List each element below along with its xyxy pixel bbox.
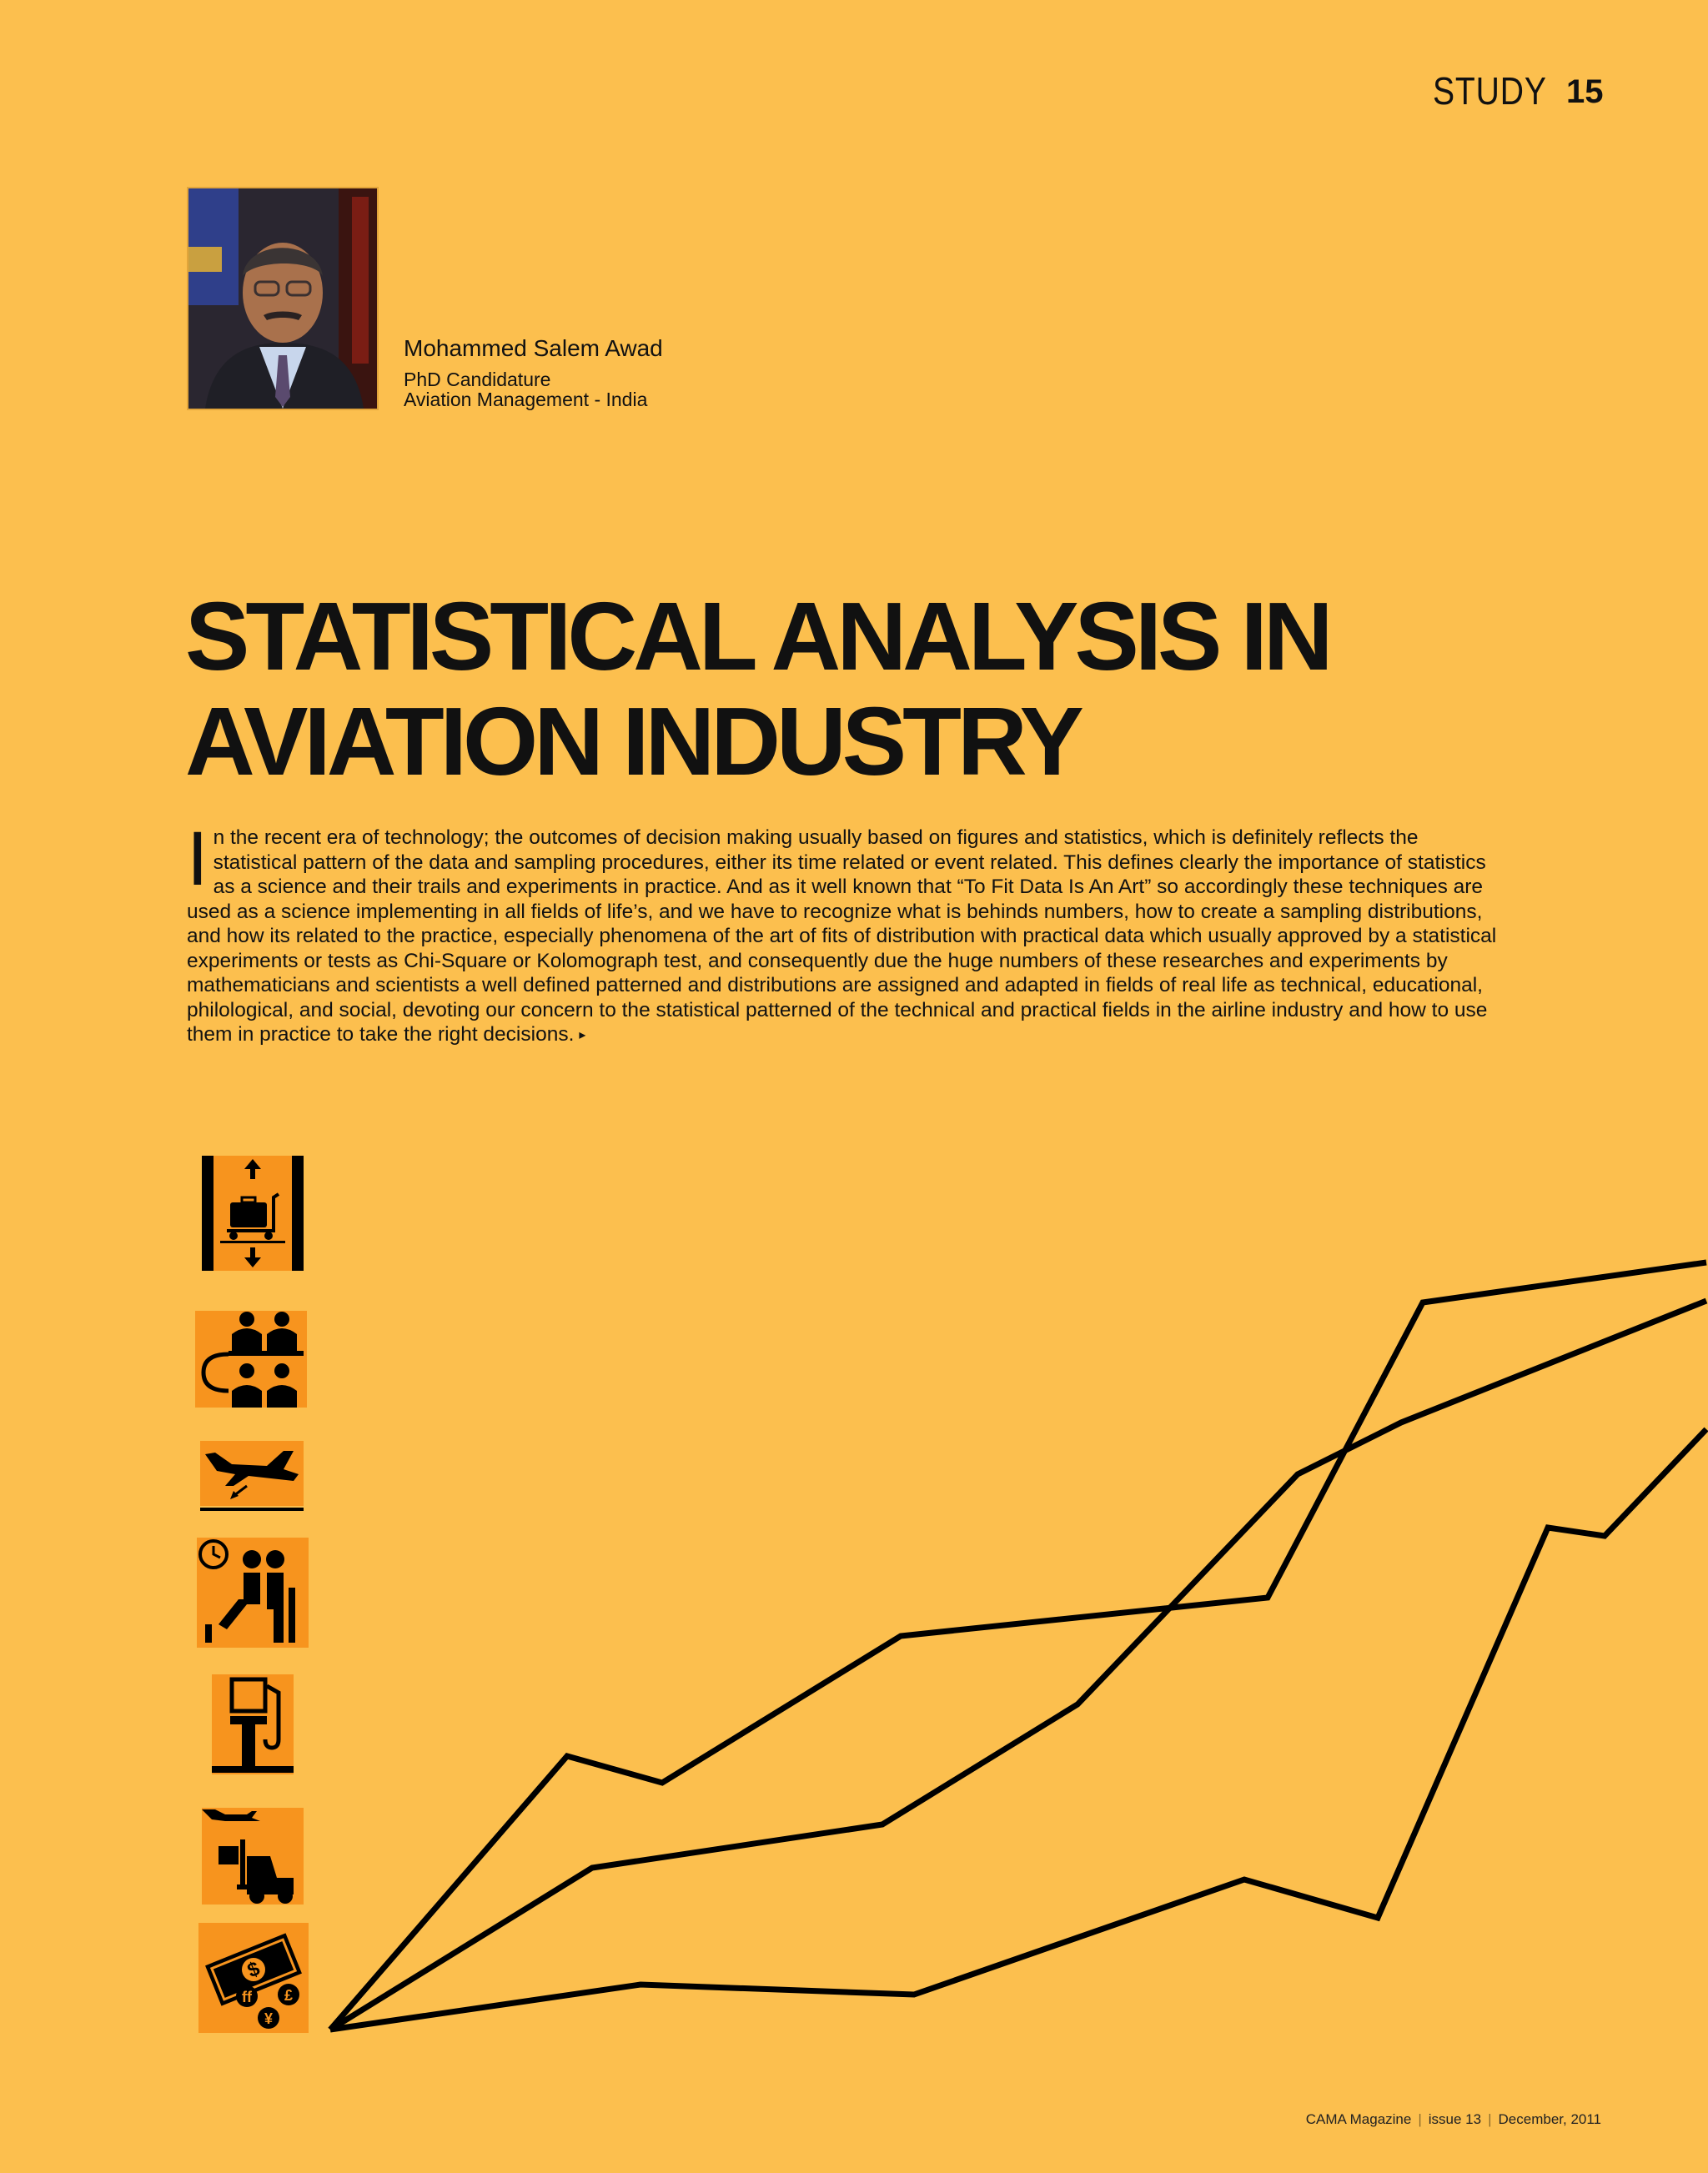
svg-text:ff: ff — [242, 1989, 252, 2005]
author-affiliation: Aviation Management - India — [404, 389, 648, 410]
fuel-pump-icon — [212, 1674, 294, 1774]
currency-exchange-icon — [198, 1923, 309, 2033]
article-title-line-1: STATISTICAL ANALYSIS IN — [185, 582, 1329, 690]
end-mark-icon: ▸ — [579, 1028, 586, 1042]
drop-cap: I — [187, 816, 208, 901]
trend-line-middle — [330, 1301, 1706, 2030]
author-name: Mohammed Salem Awad — [404, 335, 663, 361]
svg-text:¥: ¥ — [264, 2010, 274, 2027]
article-intro-text: n the recent era of technology; the outcomes of decision making usually based on figures and statistics, which is definitely reflects the statistical pattern of the data and sampling procedures, either its time related or event related. This defines clearly the importance of statistics as a science and their trails and experiments in practice. And as it well known that “To Fit Data Is An Art” so accordingly these techniques are used as a science implementing in all fields of life’s, and we have to recognize what is behinds numbers, how to create a sampling distributions, and how its related to the practice, especially phenomena of the art of fits of distribution with practical data which usually approved by a statistical experiments or tests as Chi-Square or Kolomograph test, and consequently due the huge numbers of these researches and experiments by mathematicians and scientists a well defined patterned and distributions are assigned and adapted in fields of real life as technical, educational, philological, and social, devoting our concern to the statistical patterned of the technical and practical fields in the airline industry and how to use them in practice to take the right decisions. — [187, 826, 1497, 1046]
page-footer — [1168, 2111, 1601, 2128]
svg-text:£: £ — [284, 1987, 294, 2004]
footer-separator: | — [1418, 2111, 1422, 2127]
waiting-area-icon — [197, 1538, 309, 1648]
air-cargo-forklift-icon — [200, 1804, 304, 1905]
trend-line-upper — [330, 1262, 1706, 2030]
article-title — [185, 584, 1653, 794]
author-photo — [187, 187, 379, 410]
svg-text:$: $ — [244, 1957, 264, 1983]
footer-magazine: CAMA Magazine — [1305, 2111, 1412, 2127]
baggage-lift-icon — [202, 1156, 304, 1271]
meeting-room-icon — [195, 1311, 307, 1408]
article-title-line-2: AVIATION INDUSTRY — [185, 687, 1080, 795]
trend-line-lower — [330, 1429, 1706, 2030]
section-label: STUDY — [1433, 69, 1547, 113]
page-number: 15 — [1566, 73, 1604, 110]
article-intro — [187, 816, 1505, 1048]
section-header — [1418, 68, 1604, 118]
footer-date: December, 2011 — [1498, 2111, 1601, 2127]
footer-separator: | — [1488, 2111, 1492, 2127]
footer-issue: issue 13 — [1428, 2111, 1482, 2127]
departures-icon — [200, 1441, 304, 1511]
author-degree: PhD Candidature — [404, 369, 551, 390]
